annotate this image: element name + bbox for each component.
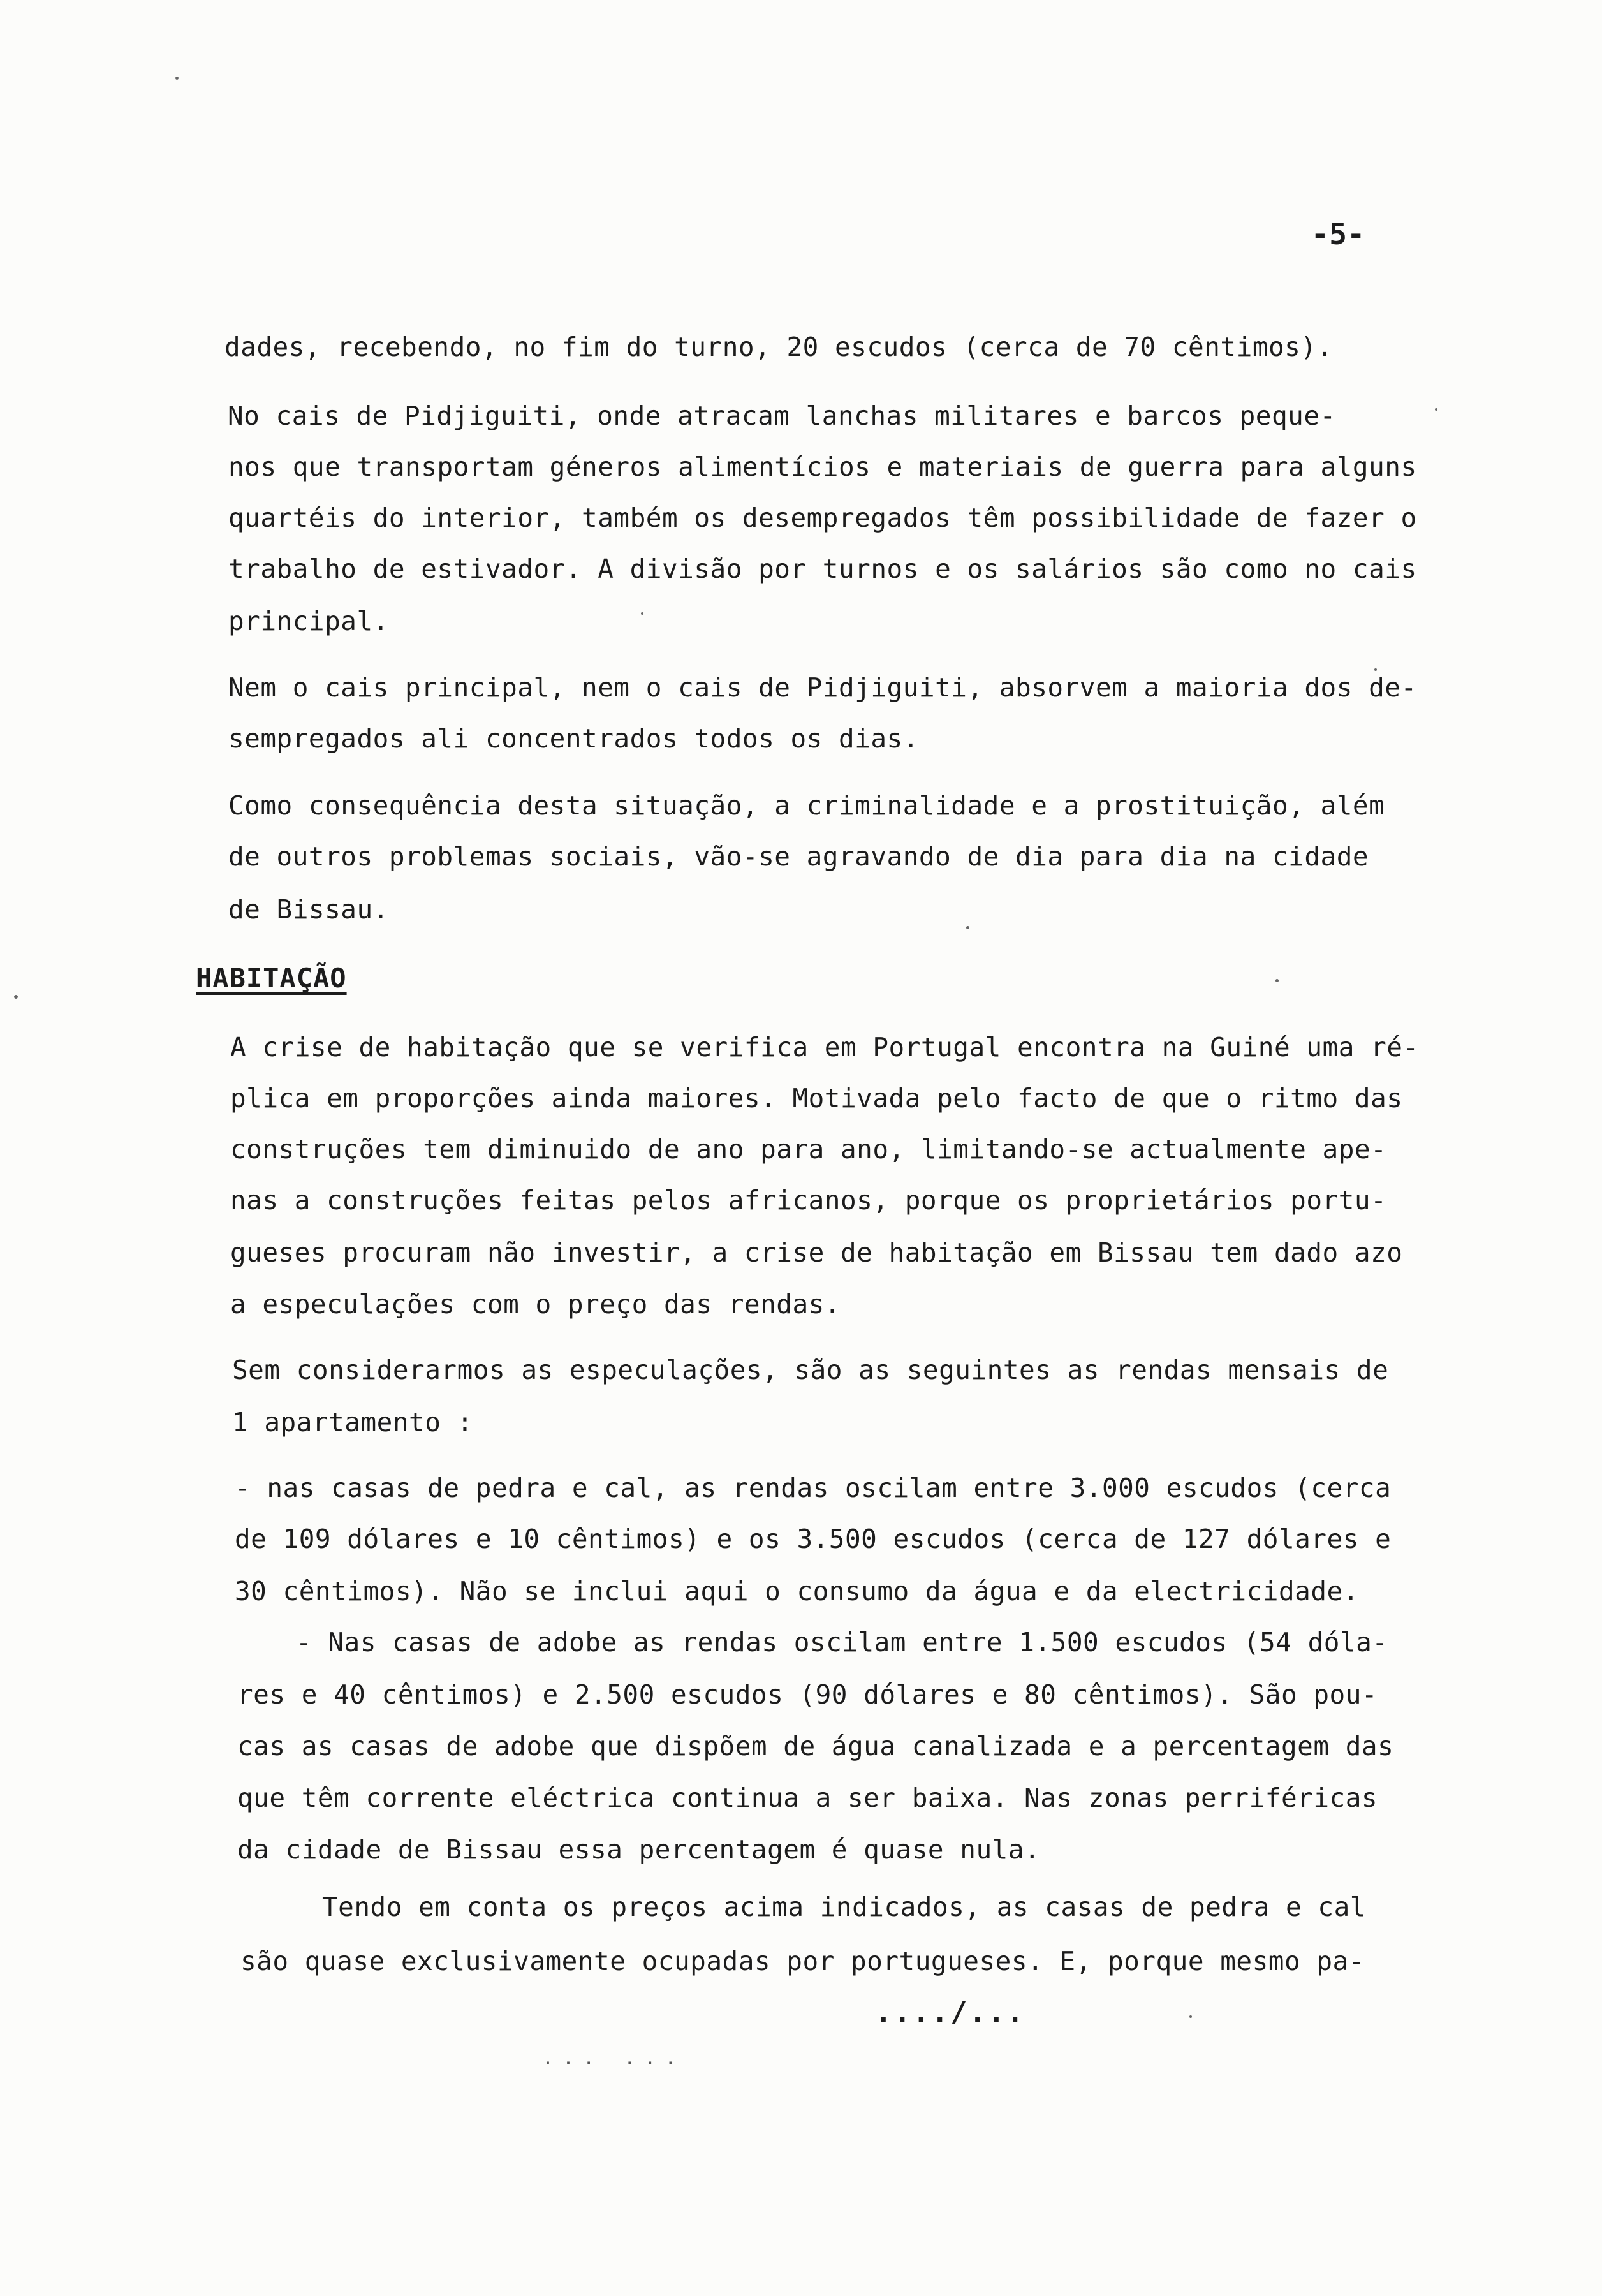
text-line: nos que transportam géneros alimentícios e materiais de guerra para alguns — [228, 452, 1417, 482]
page-number: -5- — [1311, 217, 1365, 251]
text-line: de outros problemas sociais, vão-se agravando de dia para dia na cidade — [228, 841, 1369, 872]
text-line: quartéis do interior, também os desempregados têm possibilidade de fazer o — [228, 503, 1417, 533]
text-line: cas as casas de adobe que dispõem de água canalizada e a percentagem das — [237, 1731, 1394, 1762]
text-line: da cidade de Bissau essa percentagem é quase nula. — [237, 1834, 1041, 1865]
text-line: são quase exclusivamente ocupadas por portugueses. E, porque mesmo pa- — [240, 1946, 1365, 1976]
text-line: trabalho de estivador. A divisão por turnos e os salários são como no cais — [228, 554, 1417, 584]
text-line: - nas casas de pedra e cal, as rendas oscilam entre 3.000 escudos (cerca — [235, 1473, 1392, 1503]
section-heading: HABITAÇÃO — [196, 962, 347, 994]
text-line: de 109 dólares e 10 cêntimos) e os 3.500 escudos (cerca de 127 dólares e — [235, 1524, 1392, 1554]
scan-speck — [1189, 2015, 1192, 2018]
text-line: A crise de habitação que se verifica em Portugal encontra na Guiné uma ré- — [230, 1032, 1419, 1063]
text-line: - Nas casas de adobe as rendas oscilam entre 1.500 escudos (54 dóla- — [296, 1627, 1388, 1658]
text-line: 30 cêntimos). Não se inclui aqui o consumo da água e da electricidade. — [235, 1576, 1359, 1607]
scan-speck — [1435, 408, 1437, 411]
scan-speck — [1374, 668, 1377, 671]
text-line: res e 40 cêntimos) e 2.500 escudos (90 dólares e 80 cêntimos). São pou- — [237, 1679, 1378, 1710]
bottom-dots: ... ... — [542, 2047, 686, 2070]
scan-speck — [641, 612, 643, 615]
text-line: a especulações com o preço das rendas. — [230, 1289, 841, 1320]
scan-speck — [14, 995, 18, 999]
text-line: Nem o cais principal, nem o cais de Pidjiguiti, absorvem a maioria dos de- — [228, 672, 1417, 703]
text-line: sempregados ali concentrados todos os dias. — [228, 723, 919, 754]
text-line: nas a construções feitas pelos africanos, porque os proprietários portu- — [230, 1185, 1387, 1216]
text-line: Sem considerarmos as especulações, são as seguintes as rendas mensais de — [232, 1355, 1389, 1385]
text-line: 1 apartamento : — [232, 1407, 473, 1438]
text-line: construções tem diminuido de ano para ano, limitando-se actualmente ape- — [230, 1134, 1387, 1165]
text-line: No cais de Pidjiguiti, onde atracam lanchas militares e barcos peque- — [228, 401, 1336, 431]
text-line: que têm corrente eléctrica continua a ser baixa. Nas zonas perriféricas — [237, 1783, 1378, 1813]
scan-speck — [175, 77, 179, 80]
scan-speck — [966, 926, 969, 929]
text-line: plica em proporções ainda maiores. Motivada pelo facto de que o ritmo das — [230, 1083, 1403, 1114]
text-line: Como consequência desta situação, a criminalidade e a prostituição, além — [228, 790, 1385, 821]
text-line: principal. — [228, 606, 389, 637]
continuation-mark: ..../... — [875, 1996, 1025, 2029]
text-line: de Bissau. — [228, 894, 389, 925]
text-line: Tendo em conta os preços acima indicados, as casas de pedra e cal — [322, 1892, 1366, 1922]
text-line: dades, recebendo, no fim do turno, 20 escudos (cerca de 70 cêntimos). — [224, 332, 1333, 362]
scan-speck — [1275, 979, 1279, 982]
text-line: gueses procuram não investir, a crise de habitação em Bissau tem dado azo — [230, 1237, 1403, 1268]
